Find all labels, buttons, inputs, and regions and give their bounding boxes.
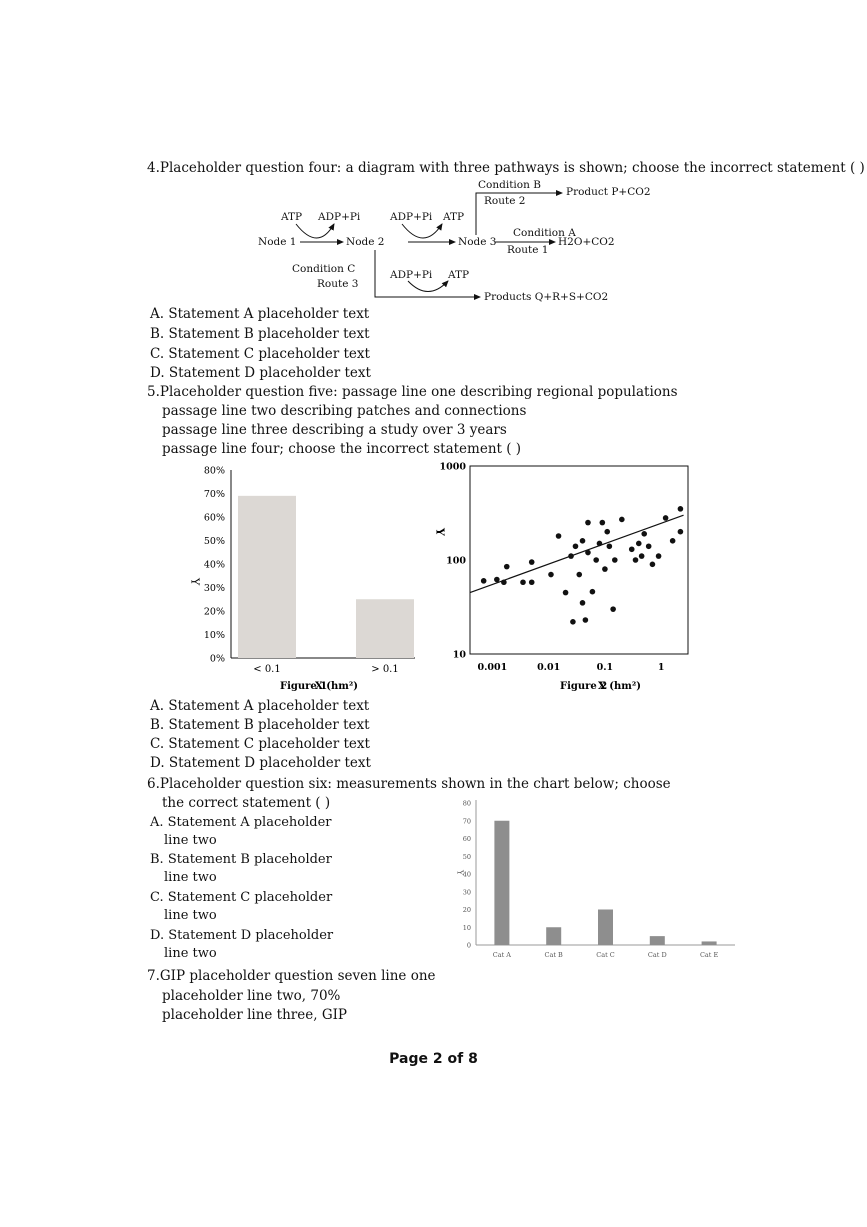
label-adp-3: ADP+Pi <box>390 269 433 281</box>
fig2-point <box>501 579 507 585</box>
fig3-ytick-label: 0 <box>466 941 471 950</box>
fig2-point <box>670 538 676 544</box>
q5-stem-line-3: passage line three describing a study over 3 years <box>162 422 507 438</box>
fig1-ytick-label: 40% <box>203 559 225 571</box>
fig3-ytick-label: 70 <box>462 817 471 826</box>
label-adp-2: ADP+Pi <box>390 211 433 223</box>
fig2-point <box>629 546 635 552</box>
fig2-point <box>636 541 642 547</box>
fig2-point <box>678 506 684 512</box>
q6-option-c-line-2: line two <box>164 908 217 923</box>
fig2-point <box>585 520 591 526</box>
fig2-xtick-label: 0.001 <box>477 662 508 673</box>
fig2-ylabel: Y <box>433 528 447 536</box>
fig2-point <box>650 562 656 568</box>
route1-label: Route 1 <box>507 244 549 256</box>
fig3-xtick-label: Cat D <box>647 951 667 959</box>
fig1-bar <box>238 496 296 658</box>
q5-option-c: C. Statement C placeholder text <box>150 736 370 752</box>
fig2-title: Figure 2 <box>560 681 608 692</box>
fig2-ytick-label: 10 <box>452 649 466 661</box>
fig1-ytick-label: 50% <box>203 536 225 547</box>
fig1-xlabel: X (hm²) <box>315 681 358 692</box>
fig2-point <box>607 543 613 549</box>
fig2-point <box>610 606 616 612</box>
fig1-xtick-label: > 0.1 <box>371 664 399 675</box>
fig1-ytick-label: 70% <box>203 489 225 500</box>
fig2-point <box>612 557 618 563</box>
node-pyruvate: Node 3 <box>458 236 497 248</box>
label-atp-2: ATP <box>443 211 465 223</box>
q7-stem-line-1 <box>147 968 436 985</box>
fig3-ytick-label: 20 <box>462 906 471 914</box>
fig2-ytick-label: 1000 <box>439 461 466 473</box>
fig3-bar <box>702 941 717 945</box>
fig2-point <box>504 564 510 570</box>
q6-option-a-line-1: A. Statement A placeholder <box>150 815 332 830</box>
node-glucose: Node 1 <box>258 236 297 248</box>
q6-stem-line-2: the correct statement ( ) <box>162 795 331 811</box>
fig3-bar <box>494 821 509 945</box>
fig2-point <box>646 543 652 549</box>
label-atp-3: ATP <box>448 269 470 281</box>
fig3-ytick-label: 40 <box>462 870 471 879</box>
fig2-point <box>520 579 526 585</box>
fig1-ytick-label: 20% <box>203 606 225 618</box>
fig2-point <box>576 572 582 578</box>
q4-stem-text: Placeholder question four: a diagram with three pathways is shown; choose the incorrect statement ( ) <box>159 160 865 176</box>
fig3-xtick-label: Cat E <box>699 951 719 959</box>
fig2-point <box>563 590 569 596</box>
fig2-point <box>481 578 487 584</box>
figure-2-scatter-plot <box>430 458 700 696</box>
fig3-bar <box>650 936 665 945</box>
fig2-xtick-label: 1 <box>657 662 665 673</box>
fig2-point <box>556 533 562 539</box>
fig1-bar <box>356 599 414 658</box>
fig1-ylabel: Y <box>188 578 202 586</box>
fig3-bar <box>598 910 613 946</box>
q4-number: 4. <box>147 160 160 176</box>
q6-option-a-line-2: line two <box>164 833 217 848</box>
fig1-xtick-label: < 0.1 <box>253 664 281 675</box>
fig2-point <box>663 515 669 521</box>
node-triose: Node 2 <box>346 236 385 248</box>
route1-product: H2O+CO2 <box>558 236 615 248</box>
fig2-xlabel: X (hm²) <box>598 681 641 692</box>
respiration-pathway-diagram <box>0 172 867 302</box>
q6-option-b <box>150 852 332 885</box>
q7-stem-line-3: placeholder line three, GIP <box>162 1007 348 1023</box>
route2-label: Route 2 <box>484 195 526 207</box>
fig3-bar <box>546 927 561 945</box>
fig1-ytick-label: 0% <box>209 653 225 665</box>
q7-number: 7. <box>147 968 160 984</box>
fig1-ytick-label: 30% <box>203 583 225 594</box>
route3-condition: Condition C <box>292 263 356 275</box>
q4-option-c: C. Statement C placeholder text <box>150 346 370 362</box>
q6-stem-line-1 <box>147 776 671 793</box>
route3-label: Route 3 <box>317 278 359 290</box>
fig3-xtick-label: Cat A <box>492 951 512 959</box>
q6-option-a <box>150 815 332 848</box>
q6-number: 6. <box>147 776 160 792</box>
q5-option-d: D. Statement D placeholder text <box>150 755 371 771</box>
label-atp-1: ATP <box>281 211 303 223</box>
fig2-point <box>583 617 589 623</box>
fig2-point <box>593 557 599 563</box>
fig2-point <box>573 543 579 549</box>
route2-condition: Condition B <box>478 179 541 191</box>
fig2-point <box>585 550 591 556</box>
fig2-point <box>619 517 625 523</box>
fig2-point <box>597 541 603 547</box>
q6-option-d <box>150 928 333 961</box>
fig2-point <box>604 529 610 535</box>
fig3-ytick-label: 30 <box>462 888 471 897</box>
fig3-xtick-label: Cat B <box>544 951 563 959</box>
fig1-ytick-label: 80% <box>203 465 225 477</box>
q6-option-c-line-1: C. Statement C placeholder <box>150 890 333 905</box>
q4-option-a: A. Statement A placeholder text <box>150 306 370 322</box>
fig1-title: Figure 1 <box>280 681 328 692</box>
route2-product: Product P+CO2 <box>566 186 651 198</box>
figure-3-bar-chart <box>450 800 740 960</box>
q5-option-b: B. Statement B placeholder text <box>150 717 370 733</box>
label-adp-1: ADP+Pi <box>318 211 361 223</box>
fig2-point <box>529 559 535 565</box>
fig3-ylabel: Y <box>455 870 465 876</box>
q4-option-b: B. Statement B placeholder text <box>150 326 370 342</box>
q5-number: 5. <box>147 384 160 400</box>
fig3-ytick-label: 50 <box>462 852 471 861</box>
q6-option-b-line-2: line two <box>164 870 217 885</box>
fig2-point <box>548 572 554 578</box>
fig2-xtick-label: 0.1 <box>596 662 614 673</box>
fig2-point <box>600 520 606 526</box>
route1-condition: Condition A <box>513 227 576 239</box>
q7-stem-line-2: placeholder line two, 70% <box>162 988 341 1004</box>
page-footer: Page 2 of 8 <box>389 1051 478 1067</box>
fig2-point <box>580 600 586 606</box>
q5-stem-line-1 <box>147 384 678 401</box>
fig3-ytick-label: 10 <box>462 923 471 932</box>
route3-product: Products Q+R+S+CO2 <box>484 291 609 302</box>
q6-option-d-line-1: D. Statement D placeholder <box>150 928 334 943</box>
fig2-point <box>639 553 645 559</box>
fig2-point <box>641 531 647 537</box>
q5-stem-line-2: passage line two describing patches and connections <box>162 403 527 419</box>
fig2-point <box>568 553 574 559</box>
q6-option-c <box>150 890 332 923</box>
fig2-point <box>580 538 586 544</box>
fig3-ytick-label: 80 <box>462 800 471 808</box>
fig2-point <box>590 589 596 595</box>
fig1-ytick-label: 60% <box>203 512 225 524</box>
fig2-point <box>570 619 576 625</box>
q5-stem-line-4: passage line four; choose the incorrect statement ( ) <box>162 441 522 457</box>
q6-option-d-line-2: line two <box>164 946 217 961</box>
fig2-point <box>678 529 684 535</box>
q5-option-a: A. Statement A placeholder text <box>150 698 370 714</box>
q5-stem-text-1: Placeholder question five: passage line one describing regional populations <box>159 384 678 400</box>
q4-option-d: D. Statement D placeholder text <box>150 365 371 381</box>
fig2-xtick-label: 0.01 <box>537 662 561 673</box>
fig2-point <box>656 553 662 559</box>
fig3-xtick-label: Cat C <box>596 951 615 959</box>
fig2-point <box>529 579 535 585</box>
q7-stem-text-1: GIP placeholder question seven line one <box>159 968 436 984</box>
q6-option-b-line-1: B. Statement B placeholder <box>150 852 332 867</box>
fig2-point <box>602 566 608 572</box>
fig2-point <box>494 577 500 583</box>
q6-stem-text-1: Placeholder question six: measurements shown in the chart below; choose <box>159 776 671 792</box>
fig3-ytick-label: 60 <box>462 835 471 843</box>
fig2-point <box>633 557 639 563</box>
fig2-ytick-label: 100 <box>446 555 466 567</box>
figure-1-bar-chart <box>185 458 415 696</box>
fig1-ytick-label: 10% <box>203 630 225 641</box>
